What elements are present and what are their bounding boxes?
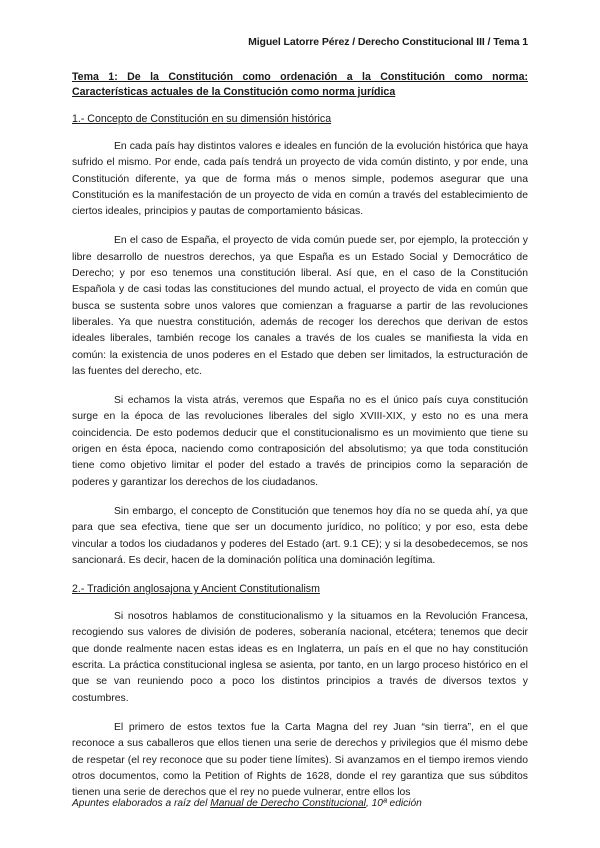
footer-suffix: , 10ª edición xyxy=(365,798,422,809)
paragraph: Si echamos la vista atrás, veremos que España no es el único país cuya constitución surge en la época de las revoluciones liberales del siglo XVIII-XIX, y esto no es una mera coincidencia. De esto podemos deducir que el constitucionalismo es un movimiento que tiene su origen en ésta época, naciendo como contraposición del absolutismo; ya que toda constitución tiene como objetivo limitar el poder del estado a través de principios como la separación de poderes y garantizar los derechos de los ciudadanos. xyxy=(72,395,528,488)
document-body xyxy=(72,70,528,801)
section-heading-1: 1.- Concepto de Constitución en su dimensión histórica xyxy=(72,113,332,125)
section-heading-2: 2.- Tradición anglosajona y Ancient Constitutionalism xyxy=(72,583,320,596)
footer-book-title: Manual de Derecho Constitucional xyxy=(210,798,366,809)
document-title: Tema 1: De la Constitución como ordenación a la Constitución como norma: Características actuales de la Constitución como norma jurídica xyxy=(72,71,528,98)
paragraph: El primero de estos textos fue la Carta Magna del rey Juan “sin tierra”, en el que reconoce a sus caballeros que ellos tienen una serie de derechos y privilegios que él mismo debe de respetar (el rey reconoce que su poder tiene límites). Si avanzamos en el tiempo iremos viendo otros documentos, como la Petition of Rights de 1628, donde el rey garantiza que sus súbditos tienen una serie de derechos que el rey no puede vulnerar, entre ellos los xyxy=(72,721,528,799)
footer-prefix: Apuntes elaborados a raíz del xyxy=(72,798,211,809)
paragraph: Si nosotros hablamos de constitucionalismo y la situamos en la Revolución Francesa, recogiendo sus valores de división de poderes, soberanía nacional, etcétera; tenemos que decir que donde realmente nacen estas ideas es en Inglaterra, un país en el que no hay constitución escrita. La práctica constitucional inglesa se asienta, por tanto, en un largo proceso histórico en el que se van reuniendo poco a poco los distintos principios a través de diversos textos y costumbres. xyxy=(72,611,528,704)
paragraph: Sin embargo, el concepto de Constitución que tenemos hoy día no se queda ahí, ya que para que sea efectiva, tiene que ser un documento jurídico, no político; y por eso, esta debe vincular a todos los ciudadanos y poderes del Estado (art. 9.1 CE); y si la desobedecemos, se nos sancionará. Es decir, hacen de la dominación política una dominación legítima. xyxy=(72,505,528,566)
paragraph: En el caso de España, el proyecto de vida común puede ser, por ejemplo, la protección y libre desarrollo de nuestros derechos, ya que España es un Estado Social y Democrático de Derecho; y por eso tenemos una constitución liberal. Así que, en el caso de la Constitución Española y de casi todas las constituciones del mundo actual, el proyecto de vida en común que busca se sustenta sobre unos valores que comienzan a fraguarse a partir de las revoluciones liberales. Ya que nuestra constitución, además de recoger los derechos que derivan de estos ideales liberales, también recoge los canales a través de los cuales se manifiesta la vida en común: la existencia de unos poderes en el Estado que deben ser limitados, la estructuración de las fuentes del derecho, etc. xyxy=(72,235,528,377)
paragraph: En cada país hay distintos valores e ideales en función de la evolución histórica que haya sufrido el mismo. Por ende, cada país tendrá un proyecto de vida común distinto, y por ende, una Constitución diferente, ya que de forma más o menos simple, podemos asegurar que una Constitución es la manifestación de un proyecto de vida en común a través del establecimiento de ciertos ideales, principios y pautas de comportamiento básicas. xyxy=(72,141,528,218)
running-header: Miguel Latorre Pérez / Derecho Constitucional III / Tema 1 xyxy=(248,36,528,48)
page-footer xyxy=(72,798,528,809)
